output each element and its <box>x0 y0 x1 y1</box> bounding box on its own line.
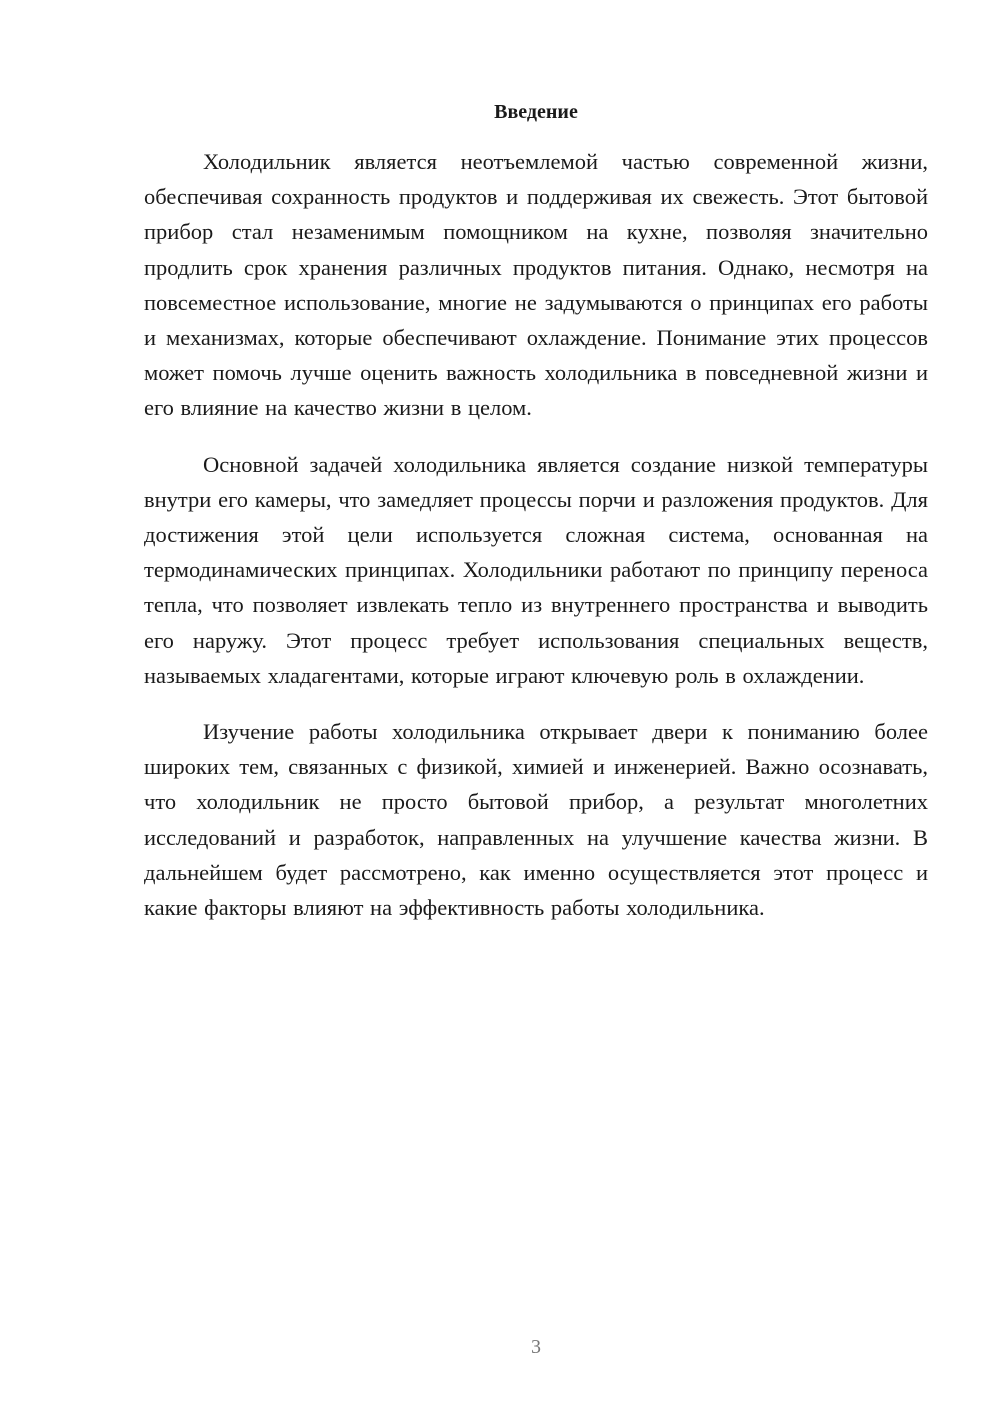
paragraph-1: Холодильник является неотъемлемой частью современной жизни, обеспечивая сохранность продуктов и поддерживая их свежесть. Этот бытовой прибор стал незаменимым помощником на кухне, позволяя значительно продлить срок хранения различных продуктов питания. Однако, несмотря на повсеместное использование, многие не задумываются о принципах его работы и механизмах, которые обеспечивают охлаждение. Понимание этих процессов может помочь лучше оценить важность холодильника в повседневной жизни и его влияние на качество жизни в целом. <box>144 149 928 421</box>
body-text <box>144 144 928 946</box>
section-heading: Введение <box>494 101 578 123</box>
paragraph-2: Основной задачей холодильника является создание низкой температуры внутри его камеры, что замедляет процессы порчи и разложения продуктов. Для достижения этой цели используется сложная система, основанная на термодинамических принципах. Холодильники работают по принципу переноса тепла, что позволяет извлекать тепло из внутреннего пространства и выводить его наружу. Этот процесс требует использования специальных веществ, называемых хладагентами, которые играют ключевую роль в охлаждении. <box>144 451 928 688</box>
page-number: 3 <box>531 1336 541 1358</box>
paragraph-3: Изучение работы холодильника открывает двери к пониманию более широких тем, связанных с физикой, химией и инженерией. Важно осознавать, что холодильник не просто бытовой прибор, а результат многолетних исследований и разработок, направленных на улучшение качества жизни. В дальнейшем будет рассмотрено, как именно осуществляется этот процесс и какие факторы влияют на эффективность работы холодильника. <box>144 719 928 921</box>
